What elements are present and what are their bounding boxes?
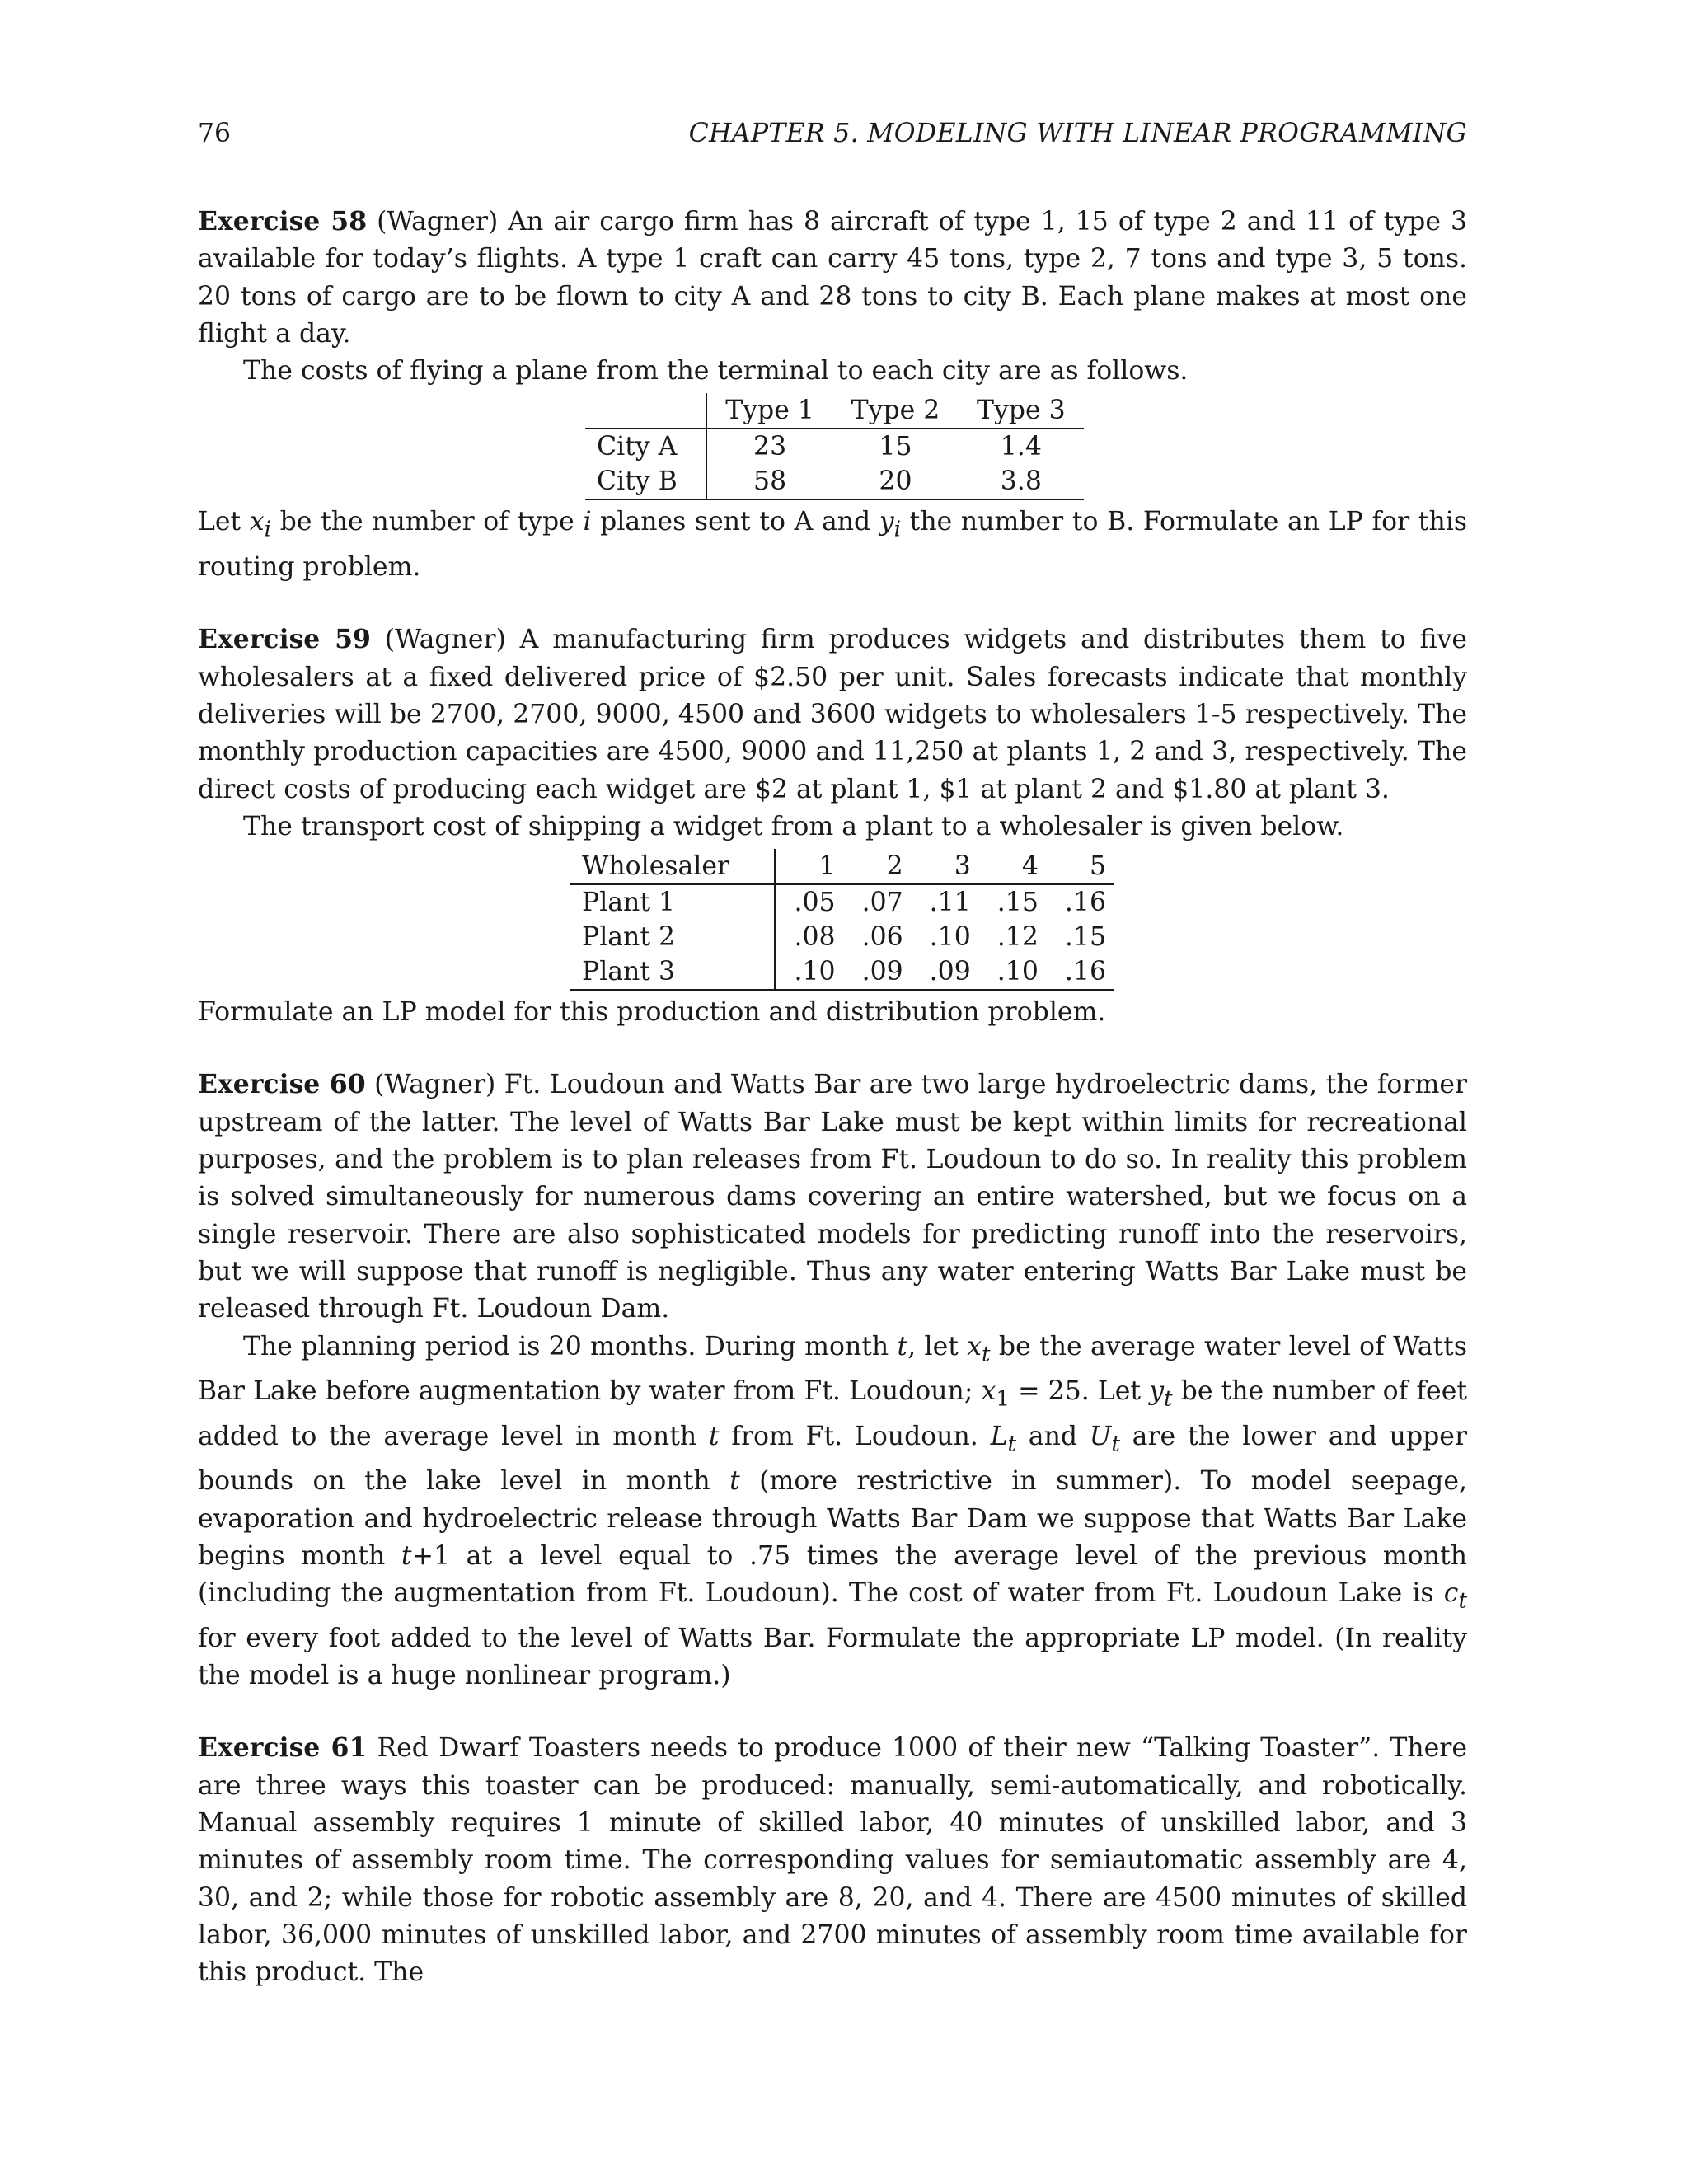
exercise-59-paragraph-2: The transport cost of shipping a widget from a plant to a wholesaler is given below. <box>243 811 1344 841</box>
text-run: from Ft. Loudoun. <box>719 1421 991 1451</box>
table-cell: .16 <box>1047 954 1114 990</box>
section-gap <box>198 1031 1467 1066</box>
math-subscript: t <box>1163 1386 1173 1412</box>
exercise-60-paragraph-2 <box>198 1329 1467 1695</box>
text-run: be the average water level of Watts Bar Lake before augmentation by water from Ft. Loudoun; <box>198 1331 1467 1407</box>
exercise-60-label: Exercise 60 <box>198 1069 366 1100</box>
text-run: be the number of feet added to the average level in month <box>198 1376 1467 1451</box>
text-run: +1 at a level equal to .75 times the average level of the previous month (including the augmentation from Ft. Loudoun). The cost of water from Ft. Loudoun Lake is <box>198 1540 1467 1609</box>
table-cell: .10 <box>979 954 1047 990</box>
math-var: t <box>897 1331 908 1361</box>
exercise-59-text-1: (Wagner) A manufacturing firm produces widgets and distributes them to five wholesalers at a fixed delivered price of $2.50 per unit. Sales forecasts indicate that monthly deliveries will be 2700, 2700, 9000, 4500 and 3600 widgets to wholesalers 1-5 respectively. The monthly production capacities are 4500, 9000 and 11,250 at plants 1, 2 and 3, respectively. The direct costs of producing each widget are $2 at plant 1, $1 at plant 2 and $1.80 at plant 3. <box>198 625 1468 804</box>
math-subscript: t <box>1111 1432 1120 1457</box>
table-row <box>570 954 1114 990</box>
exercise-58 <box>198 203 1467 586</box>
text-run: , let <box>907 1331 968 1361</box>
flight-cost-table <box>585 393 1084 500</box>
math-var: c <box>1443 1578 1459 1609</box>
section-gap <box>198 586 1467 621</box>
table-cell: .08 <box>794 922 836 953</box>
column-header: 5 <box>1047 849 1114 884</box>
math-subscript: t <box>982 1341 991 1366</box>
math-var: i <box>583 507 592 537</box>
math-var: x <box>249 507 265 537</box>
math-var: x <box>981 1376 996 1407</box>
table-cell: 23 <box>753 432 787 462</box>
table-cell: 20 <box>832 464 958 499</box>
text-run: The planning period is 20 months. During month <box>243 1331 898 1361</box>
exercise-58-label: Exercise 58 <box>198 206 368 237</box>
row-header: Plant 3 <box>570 954 775 990</box>
table-cell: 15 <box>879 432 912 462</box>
column-header: Type 1 <box>706 393 832 429</box>
math-subscript: i <box>893 517 902 542</box>
column-header: 1 <box>775 849 843 884</box>
exercise-58-paragraph-2: The costs of flying a plane from the terminal to each city are as follows. <box>243 356 1189 387</box>
table-corner-cell: Wholesaler <box>570 849 775 884</box>
transport-cost-table <box>570 849 1114 991</box>
column-header: Type 3 <box>959 393 1084 429</box>
exercise-58-paragraph-1 <box>198 203 1467 353</box>
math-subscript: t <box>1007 1432 1017 1457</box>
text-run: are the lower and upper bounds on the lake level in month <box>198 1421 1467 1497</box>
column-header: Type 2 <box>832 393 958 429</box>
text-run: for every foot added to the level of Watts Bar. Formulate the appropriate LP model. (In reality the model is a huge nonlinear program.) <box>198 1623 1467 1691</box>
section-gap <box>198 1694 1467 1729</box>
table-cell: .11 <box>929 888 971 918</box>
table-cell: .10 <box>929 922 971 953</box>
math-var: t <box>401 1540 412 1571</box>
table-corner-cell <box>585 393 706 429</box>
table-row <box>585 429 1084 464</box>
row-header: Plant 1 <box>570 884 775 920</box>
table-cell: 58 <box>706 464 832 499</box>
exercise-59-paragraph-3: Formulate an LP model for this production and distribution problem. <box>198 997 1106 1028</box>
table-row <box>570 920 1114 954</box>
exercise-60-text-1: (Wagner) Ft. Loudoun and Watts Bar are two large hydroelectric dams, the former upstream of the latter. The level of Watts Bar Lake must be kept within limits for recreational purposes, and the problem is to plan releases from Ft. Loudoun to do so. In reality this problem is solved simultaneously for numerous dams covering an entire watershed, but we focus on a single reservoir. There are also sophisticated models for predicting runoff into the reservoirs, but we will suppose that runoff is negligible. Thus any water entering Watts Bar Lake must be released through Ft. Loudoun Dam. <box>198 1070 1468 1324</box>
exercise-58-text-1: (Wagner) An air cargo firm has 8 aircraft of type 1, 15 of type 2 and 11 of type 3 available for today’s flights. A type 1 craft can carry 45 tons, type 2, 7 tons and type 3, 5 tons. 20 tons of cargo are to be flown to city A and 28 tons to city B. Each plane makes at most one flight a day. <box>198 207 1467 349</box>
text-run: = 25. Let <box>1010 1376 1150 1407</box>
math-var: t <box>708 1421 720 1451</box>
page <box>198 115 1467 1991</box>
table-cell: .12 <box>996 922 1039 953</box>
table-cell: .07 <box>861 888 903 918</box>
table-header-row <box>585 393 1084 429</box>
table-row <box>585 464 1084 499</box>
math-subscript: i <box>264 517 272 542</box>
exercise-59 <box>198 621 1467 1031</box>
math-var: y <box>1149 1376 1164 1407</box>
exercise-61-text-1: Red Dwarf Toasters needs to produce 1000 of their new “Talking Toaster”. There are three ways this toaster can be produced: manually, semi-automatically, and robotically. Manual assembly requires 1 minute of skilled labor, 40 minutes of unskilled labor, and 3 minutes of assembly room time. The corresponding values for semiautomatic assembly are 4, 30, and 2; while those for robotic assembly are 8, 20, and 4. There are 4500 minutes of skilled labor, 36,000 minutes of unskilled labor, and 2700 minutes of assembly room time available for this product. The <box>198 1733 1468 1988</box>
table-cell: 1.4 <box>1000 432 1042 462</box>
text-run: planes sent to A and <box>591 507 879 537</box>
math-var: U <box>1089 1421 1112 1451</box>
exercise-60 <box>198 1066 1467 1694</box>
text-run: and <box>1016 1421 1090 1451</box>
table-header-row <box>570 849 1114 884</box>
math-var: x <box>967 1331 982 1361</box>
table-cell: .09 <box>844 954 912 990</box>
row-header: Plant 2 <box>570 920 775 954</box>
math-var: t <box>729 1466 740 1497</box>
exercise-61 <box>198 1729 1467 1991</box>
math-subscript: 1 <box>996 1386 1010 1412</box>
row-header: City B <box>585 464 706 499</box>
text-run: (more restrictive in summer). To model seepage, evaporation and hydroelectric release through Watts Bar Dam we suppose that Watts Bar Lake begins month <box>198 1466 1467 1571</box>
table-cell: 3.8 <box>959 464 1084 499</box>
exercise-61-label: Exercise 61 <box>198 1732 368 1764</box>
table-cell: .16 <box>1064 888 1106 918</box>
text-run: Let <box>198 507 250 537</box>
table-row <box>570 884 1114 920</box>
page-number: 76 <box>198 119 232 148</box>
text-run: be the number of type <box>271 507 584 537</box>
exercise-61-paragraph-1 <box>198 1729 1467 1991</box>
table-cell: .10 <box>775 954 843 990</box>
page-header <box>198 115 1467 153</box>
table-cell: .15 <box>1064 922 1106 953</box>
table-cell: .15 <box>996 888 1039 918</box>
math-subscript: t <box>1458 1588 1467 1614</box>
running-head: CHAPTER 5. MODELING WITH LINEAR PROGRAMMING <box>688 119 1467 148</box>
column-header: 2 <box>844 849 912 884</box>
table-cell: .05 <box>794 888 836 918</box>
math-var: L <box>990 1421 1008 1451</box>
exercise-59-paragraph-1 <box>198 621 1467 808</box>
table-cell: .09 <box>912 954 979 990</box>
exercise-59-label: Exercise 59 <box>198 624 371 655</box>
row-header: City A <box>585 429 706 464</box>
table-cell: .06 <box>861 922 903 953</box>
column-header: 3 <box>912 849 979 884</box>
exercise-60-paragraph-1 <box>198 1066 1467 1328</box>
exercise-58-paragraph-3 <box>198 504 1467 586</box>
text-run: the number to B. Formulate an LP for this routing problem. <box>198 507 1467 583</box>
math-var: y <box>879 507 894 537</box>
column-header: 4 <box>979 849 1047 884</box>
